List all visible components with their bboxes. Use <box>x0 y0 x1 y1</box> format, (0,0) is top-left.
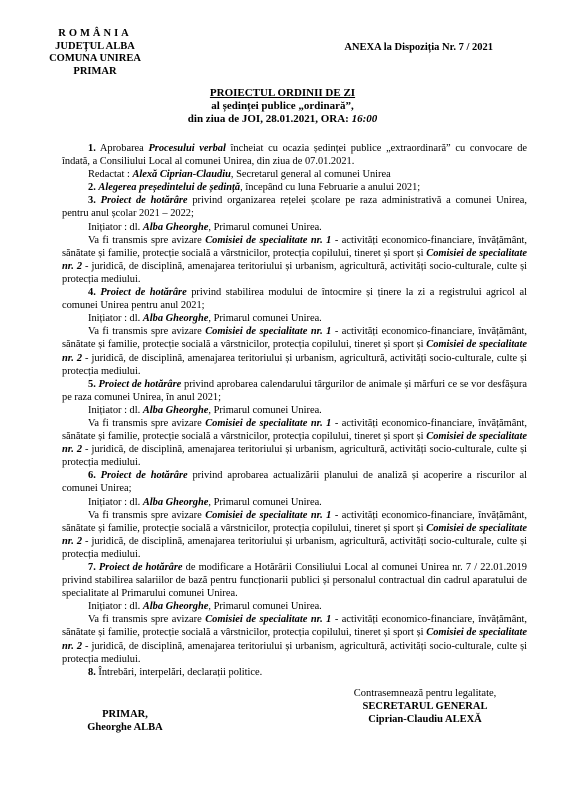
commission-2: Comisiei de specialitate nr. 2 <box>62 522 527 547</box>
initiator-name: Alba Gheorghe <box>142 221 209 233</box>
item-text: Aprobarea <box>95 143 149 154</box>
item-text: privind organizarea rețelei școlare pe raza administrativă a comunei Unirea, pentru anul școlar 2021 – 2022; <box>62 195 528 220</box>
item-number: 5. <box>88 378 96 390</box>
item-text: de modificare a Hotărârii Consiliului Local al comunei Unirea nr. 7 / 22.01.2019 privind stabilirea salariilor de bază pentru funcționarii publici și personalul contractual din cadrul aparatului de specialitate al Primarului comunei Unirea. <box>62 562 527 600</box>
commission-intro: Va fi transmis spre avizare <box>88 614 206 626</box>
commission-intro: Va fi transmis spre avizare <box>88 509 206 521</box>
mayor-role: PRIMAR, <box>102 709 148 720</box>
commission-intro: Va fi transmis spre avizare <box>88 326 206 338</box>
commission-1: Comisiei de specialitate nr. 1 <box>205 417 332 429</box>
initiator-role: , Primarul comunei Unirea. <box>208 496 322 508</box>
initiator-line <box>62 600 527 613</box>
item-type: Proiect de hotărâre <box>100 287 187 299</box>
commission-2-scope: - juridică, de disciplină, amenajarea teritoriului și urbanism, agricultură, activități socio-culturale, culte și protecția mediului. <box>62 640 527 665</box>
county-name: JUDEȚUL ALBA <box>55 40 135 52</box>
initiator-role: , Primarul comunei Unirea. <box>208 404 322 416</box>
agenda-item-1 <box>62 142 527 168</box>
mayor-signature-block <box>80 708 170 734</box>
initiator-name: Alba Gheorghe <box>142 313 209 325</box>
redactor-label: Redactat : <box>88 169 133 181</box>
commission-1: Comisiei de specialitate nr. 1 <box>205 614 332 626</box>
commission-1: Comisiei de specialitate nr. 1 <box>205 509 332 521</box>
agenda-item-3 <box>62 194 527 220</box>
item-number: 4. <box>88 287 96 299</box>
mayor-name: Gheorghe ALBA <box>87 722 163 733</box>
issuer-role: PRIMAR <box>73 65 117 77</box>
initiator-line <box>62 404 527 417</box>
commission-1-scope: - activități economico-financiare, învățământ, sănătate și familie, protecție socială a vârstnicilor, protecția copilului, tineret și sport și <box>62 614 527 639</box>
initiator-label: Inițiator : dl. <box>88 221 143 233</box>
title-date: din ziua de JOI, 28.01.2021, ORA: <box>187 113 352 125</box>
initiator-line <box>62 312 527 325</box>
commission-line <box>62 417 527 469</box>
agenda-item-5 <box>62 378 527 404</box>
commission-line <box>62 234 527 286</box>
title-line-3 <box>0 113 565 126</box>
agenda-item-4 <box>62 286 527 312</box>
initiator-label: Inițiator : dl. <box>88 404 143 416</box>
secretary-role: SECRETARUL GENERAL <box>362 701 488 712</box>
commission-1: Comisiei de specialitate nr. 1 <box>205 326 332 338</box>
commission-1-scope: - activități economico-financiare, învățământ, sănătate și familie, protecție socială a vârstnicilor, protecția copilului, tineret și sport și <box>62 509 527 534</box>
agenda-item-7 <box>62 561 527 600</box>
item-number: 8. <box>88 666 96 678</box>
item-type: Proiect de hotărâre <box>98 378 182 390</box>
initiator-label: Inițiator : dl. <box>88 313 143 325</box>
commission-2: Comisiei de specialitate nr. 2 <box>62 247 527 272</box>
countersign-note: Contrasemnează pentru legalitate, <box>353 688 497 699</box>
item-type: Proiect de hotărâre <box>98 562 183 573</box>
initiator-label: Inițiator : dl. <box>88 601 143 613</box>
commission-1: Comisiei de specialitate nr. 1 <box>205 234 332 246</box>
initiator-name: Alba Gheorghe <box>142 496 209 508</box>
commission-line <box>62 325 527 377</box>
initiator-name: Alba Gheorghe <box>142 601 209 613</box>
commission-2-scope: - juridică, de disciplină, amenajarea teritoriului și urbanism, agricultură, activități socio-culturale, culte și protecția mediului. <box>62 535 527 560</box>
title-line-1: PROIECTUL ORDINII DE ZI <box>209 87 356 99</box>
item-number: 6. <box>88 470 96 482</box>
redactor-role: , Secretarul general al comunei Unirea <box>230 169 391 181</box>
commission-2-scope: - juridică, de disciplină, amenajarea teritoriului și urbanism, agricultură, activități socio-culturale, culte și protecția mediului. <box>62 260 527 285</box>
item-subject: Procesului verbal <box>148 143 226 154</box>
initiator-label: Inițiator : dl. <box>88 496 143 508</box>
item-type: Proiect de hotărâre <box>100 195 188 207</box>
item-number: 7. <box>88 562 96 573</box>
redactor-line <box>62 168 527 181</box>
item-text: , începând cu luna Februarie a anului 2021; <box>240 182 421 194</box>
item-text: privind stabilirea modului de întocmire și ținere la zi a registrului agricol al comunei Unirea pentru anul 2021; <box>62 287 527 312</box>
item-subject: Alegerea președintelui de ședință <box>98 182 241 194</box>
redactor-name: Alexă Ciprian-Claudiu <box>132 169 231 181</box>
initiator-role: , Primarul comunei Unirea. <box>208 221 322 233</box>
commission-2: Comisiei de specialitate nr. 2 <box>62 627 527 652</box>
commission-1-scope: - activități economico-financiare, învățământ, sănătate și familie, protecție socială a vârstnicilor, protecția copilului, tineret și sport și <box>62 326 527 351</box>
commission-2-scope: - juridică, de disciplină, amenajarea teritoriului și urbanism, agricultură, activități socio-culturale, culte și protecția mediului. <box>62 352 527 377</box>
agenda-item-8 <box>62 666 527 679</box>
annex-reference: ANEXA la Dispoziția Nr. 7 / 2021 <box>344 42 493 53</box>
commission-2-scope: - juridică, de disciplină, amenajarea teritoriului și urbanism, agricultură, activități socio-culturale, culte și protecția mediului. <box>62 444 527 469</box>
item-number: 1. <box>88 143 96 154</box>
initiator-line <box>62 221 527 234</box>
commission-intro: Va fi transmis spre avizare <box>88 417 206 429</box>
secretary-name: Ciprian-Claudiu ALEXĂ <box>368 714 482 725</box>
commission-2: Comisiei de specialitate nr. 2 <box>62 431 527 456</box>
item-text: Întrebări, interpelări, declarații politice. <box>95 666 263 678</box>
document-title <box>0 87 565 126</box>
initiator-name: Alba Gheorghe <box>142 404 209 416</box>
item-text: privind aprobarea actualizării planului de analiză și acoperire a riscurilor al comunei Unirea; <box>62 470 527 495</box>
item-text: privind aprobarea calendarului târgurilor de animale și mărfuri ce se vor desfășura pe raza comunei Unirea, în anul 2021; <box>62 378 527 403</box>
initiator-role: , Primarul comunei Unirea. <box>208 601 322 613</box>
item-type: Proiect de hotărâre <box>100 470 188 482</box>
agenda-item-2 <box>62 181 527 194</box>
commission-1-scope: - activități economico-financiare, învățământ, sănătate și familie, protecție socială a vârstnicilor, protecția copilului, tineret și sport și <box>62 234 527 259</box>
commission-2: Comisiei de specialitate nr. 2 <box>62 339 527 364</box>
agenda-item-6 <box>62 469 527 495</box>
issuer-block <box>30 28 160 78</box>
title-time: 16:00 <box>351 113 378 125</box>
item-text: încheiat cu ocazia ședinței publice „extraordinară” cu convocare de îndată, a Consiliului Local al comunei Unirea, din ziua de 07.01.2021. <box>62 143 528 168</box>
commission-line <box>62 509 527 561</box>
item-number: 3. <box>88 195 96 207</box>
commission-1-scope: - activități economico-financiare, învățământ, sănătate și familie, protecție socială a vârstnicilor, protecția copilului, tineret și sport și <box>62 417 527 443</box>
item-number: 2. <box>88 182 96 194</box>
title-line-2: al ședinței publice „ordinară”, <box>211 100 354 112</box>
secretary-signature-block <box>330 687 520 726</box>
commission-line <box>62 613 527 665</box>
agenda-body <box>62 142 527 679</box>
initiator-line <box>62 496 527 509</box>
country-name: ROMÂNIA <box>58 28 132 39</box>
commission-intro: Va fi transmis spre avizare <box>88 234 206 246</box>
initiator-role: , Primarul comunei Unirea. <box>208 313 322 325</box>
commune-name: COMUNA UNIREA <box>49 53 141 64</box>
